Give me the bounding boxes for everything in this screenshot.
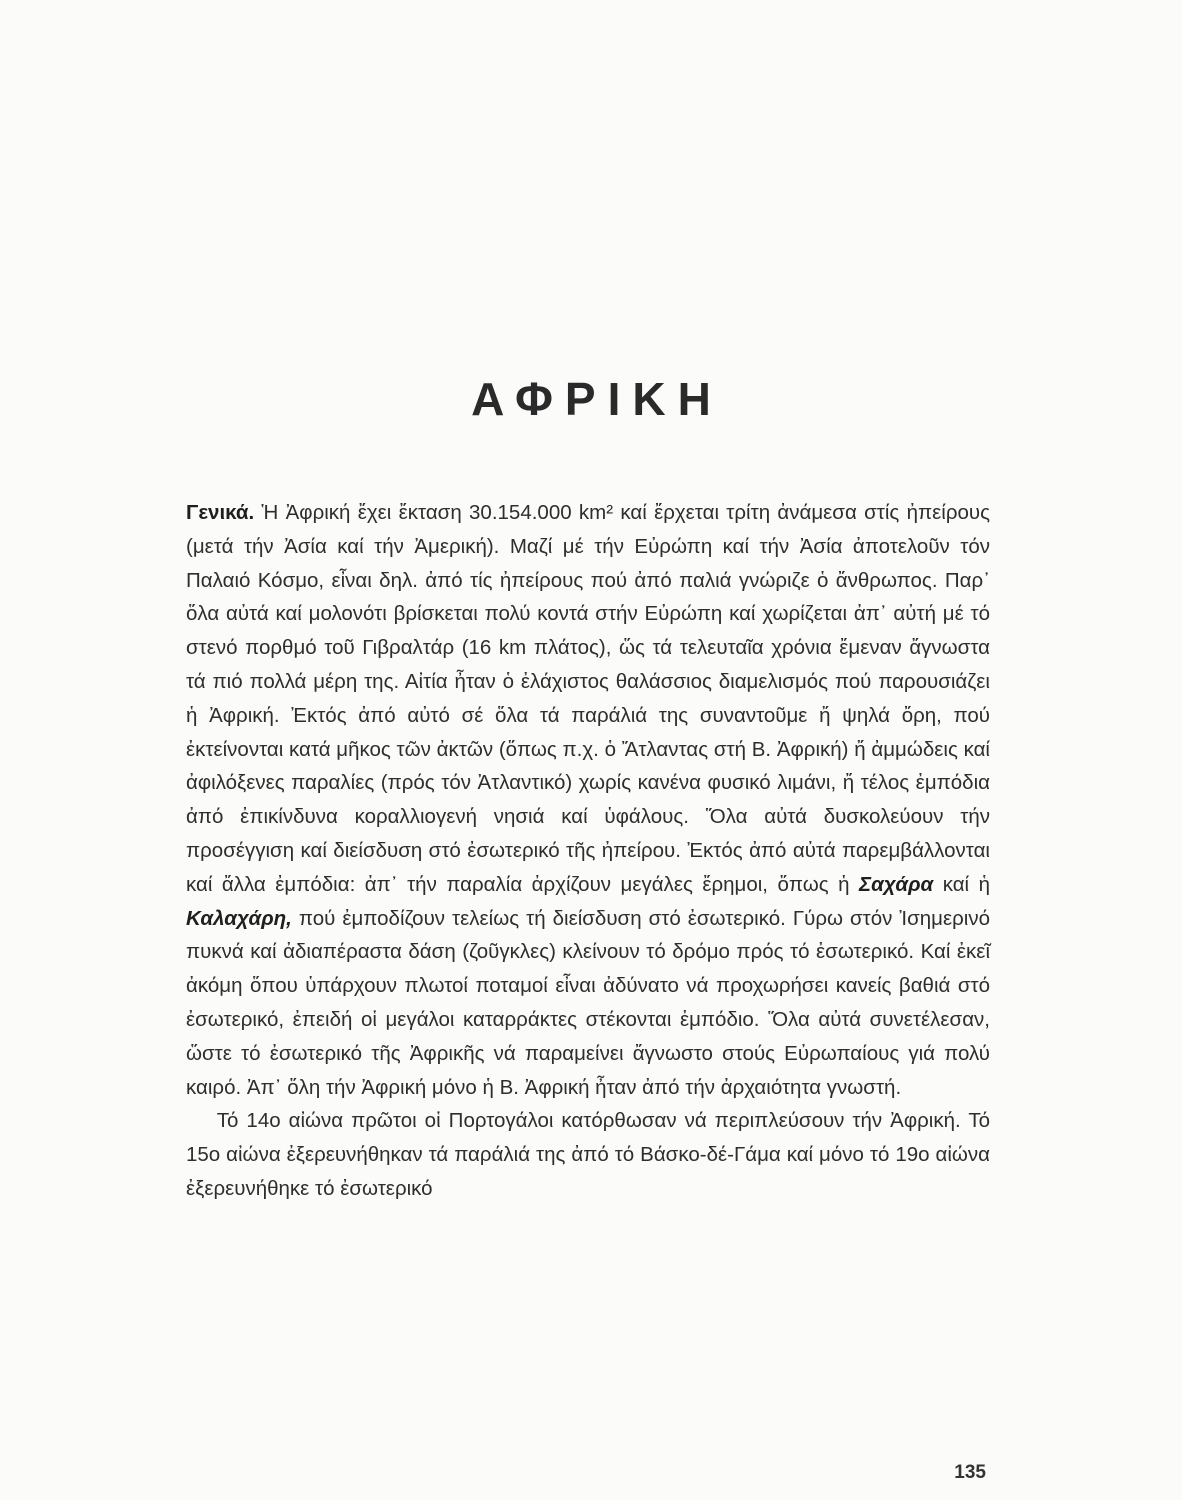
section-lead: Γενικά. — [186, 501, 255, 524]
page-number: 135 — [954, 1462, 986, 1483]
body-text — [186, 496, 990, 1206]
paragraph-exploration: Τό 14ο αἰώνα πρῶτοι οἱ Πορτογάλοι κατόρθωσαν νά περιπλεύσουν τήν Ἀφρική. Τό 15ο αἰώνα ἐξερευνήθηκαν τά παράλιά της ἀπό τό Βάσκο-δέ-Γάμα καί μόνο τό 19ο αἰώνα ἐξερευνήθηκε τό ἐσωτερικό — [186, 1109, 990, 1200]
paragraph-text: πού ἐμποδίζουν τελείως τή διείσδυση στό ἐσωτερικό. Γύρω στόν Ἰσημερινό πυκνά καί ἀδιαπέραστα δάση (ζοῦγκλες) κλείνουν τό δρόμο πρός τό ἐσωτερικό. Καί ἐκεῖ ἀκόμη ὅπου ὑπάρχουν πλωτοί ποταμοί εἶναι ἀδύνατο νά προχωρήσει κανείς βαθιά στό ἐσωτερικό, ἐπειδή οἱ μεγάλοι καταρράκτες στέκονται ἐμπόδιο. Ὅλα αὐτά συνετέλεσαν, ὥστε τό ἐσωτερικό τῆς Ἀφρικῆς νά παραμείνει ἄγνωστο στούς Εὐρωπαίους γιά πολύ καιρό. Ἀπ᾽ ὅλη τήν Ἀφρική μόνο ἡ Β. Ἀφρική ἦταν ἀπό τήν ἀρχαιότητα γνωστή. — [186, 906, 990, 1099]
place-name-sahara: Σαχάρα — [859, 872, 934, 896]
paragraph-text: καί ἡ — [933, 872, 990, 896]
paragraph-text: Ἡ Ἀφρική ἔχει ἔκταση 30.154.000 km² καί ἔρχεται τρίτη ἀνάμεσα στίς ἠπείρους (μετά τήν Ἀσία καί τήν Ἀμερική). Μαζί μέ τήν Εὐρώπη καί τήν Ἀσία ἀποτελοῦν τόν Παλαιό Κόσμο, εἶναι δηλ. ἀπό τίς ἠπείρους πού ἀπό παλιά γνώριζε ὁ ἄνθρωπος. Παρ᾽ ὅλα αὐτά καί μολονότι βρίσκεται πολύ κοντά στήν Εὐρώπη καί χωρίζεται ἀπ᾽ αὐτή μέ τό στενό πορθμό τοῦ Γιβραλτάρ (16 km πλάτος), ὥς τά τελευταῖα χρόνια ἔμεναν ἄγνωστα τά πιό πολλά μέρη της. Αἰτία ἦταν ὁ ἐλάχιστος θαλάσσιος διαμελισμός πού παρουσιάζει ἡ Ἀφρική. Ἐκτός ἀπό αὐτό σέ ὅλα τά παράλιά της συναντοῦμε ἤ ψηλά ὄρη, πού ἐκτείνονται κατά μῆκος τῶν ἀκτῶν (ὅπως π.χ. ὁ Ἄτλαντας στή Β. Ἀφρική) ἤ ἀμμώδεις καί ἀφιλόξενες παραλίες (πρός τόν Ἀτλαντικό) χωρίς κανένα φυσικό λιμάνι, ἤ τέλος ἐμπόδια ἀπό ἐπικίνδυνα κοραλλιογενή νησιά καί ὑφάλους. Ὅλα αὐτά δυσκολεύουν τήν προσέγγιση καί διείσδυση στό ἐσωτερικό τῆς ἠπείρου. Ἐκτός ἀπό αὐτά παρεμβάλλονται καί ἄλλα ἐμπόδια: ἀπ᾽ τήν παραλία ἀρχίζουν μεγάλες ἔρημοι, ὅπως ἡ — [186, 501, 990, 896]
place-name-kalahari: Καλαχάρη, — [186, 906, 292, 930]
chapter-title: ΑΦΡΙΚΗ — [471, 373, 723, 425]
paragraph-general — [186, 496, 990, 1104]
